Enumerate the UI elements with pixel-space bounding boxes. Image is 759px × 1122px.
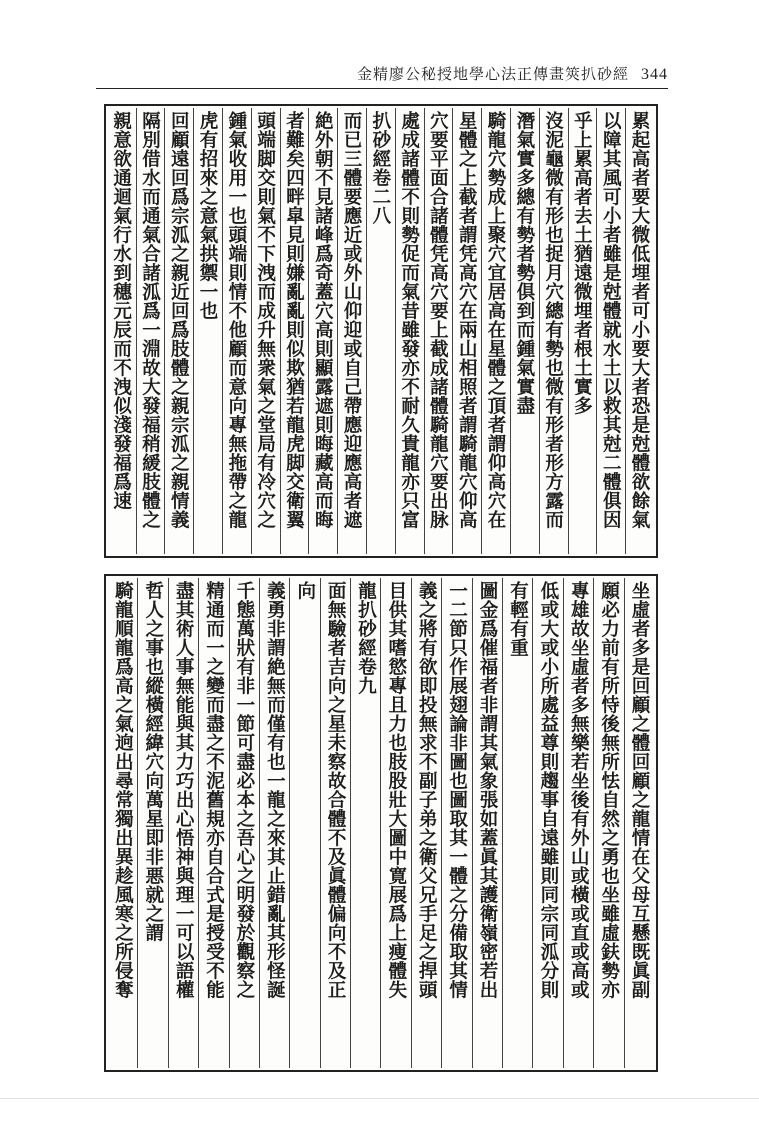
text-column: 專雄故坐虛者多無樂若坐後有外山或橫或直或高或 <box>563 578 593 1068</box>
text-column: 而已三體要應近或外山仰迎或自己帶應迎應高者遮 <box>337 108 366 554</box>
text-column: 鍾氣收用一也頭端則情不他顧而意向專無拖帶之龍 <box>222 108 251 554</box>
text-column: 精通而一之變而盡之不泥舊規亦自合式是授受不能 <box>198 578 228 1068</box>
text-column: 一二節只作展翅論非圖也圖取其一體之分備取其情 <box>441 578 471 1068</box>
text-column: 騎龍穴勢成上聚穴宜居高在星體之頂者謂仰高穴在 <box>481 108 510 554</box>
text-column: 沒泥龜微有形也捉月穴總有勢也微有形者形方露而 <box>539 108 568 554</box>
text-column: 星體之上截者謂凭高穴在兩山相照者謂騎龍穴仰高 <box>452 108 481 554</box>
bottom-columns <box>108 578 654 1068</box>
bottom-text-panel <box>104 574 658 1072</box>
text-column: 目供其嗜慾專且力也肢股壯大圖中寛展爲上痩體失 <box>380 578 410 1068</box>
text-column: 累起高者要大微低埋者可小要大者恐是尅體欲餘氣 <box>625 108 654 554</box>
text-column: 有輕有重 <box>502 578 532 1068</box>
text-column: 潛氣實多總有勢者勢俱到而鍾氣實盡 <box>510 108 539 554</box>
text-column: 以障其風可小者雖是尅體就水土以救其尅二體俱因 <box>596 108 625 554</box>
text-column: 絶外朝不見諸峰爲奇蓋穴高則顯露遮則晦藏高而晦 <box>308 108 337 554</box>
text-column: 扒砂經卷二八 <box>366 108 395 554</box>
book-title: 金精廖公秘授地學心法正傳畫筴扒砂經 <box>356 65 629 83</box>
page-number: 344 <box>641 66 668 83</box>
text-column: 向 <box>289 578 319 1068</box>
header-rule <box>96 88 668 89</box>
text-column: 回顧遠回爲宗泒之親近回爲肢體之親宗泒之親情義 <box>164 108 193 554</box>
text-column: 坐虛者多是回顧之體回顧之龍情在父母互懸既眞副 <box>624 578 654 1068</box>
text-column: 龍扒砂經卷九 <box>350 578 380 1068</box>
scan-edge-line <box>0 1098 759 1099</box>
text-column: 穴要平面合諸體凭高穴要上截成諸體騎龍穴要出脉 <box>424 108 453 554</box>
text-column: 乎上累高者去土猶遠微埋者根土實多 <box>568 108 597 554</box>
text-column: 願必力前有所恃後無所怯自然之勇也坐雖虛鈇勢亦 <box>593 578 623 1068</box>
text-column: 義勇非謂絶無而僅有也一龍之來其止錯亂其形怪誕 <box>259 578 289 1068</box>
text-column: 虎有招來之意氣拱禦一也 <box>193 108 222 554</box>
text-column: 頭端脚交則氣不下洩而成升無衆氣之堂局有冷穴之 <box>251 108 280 554</box>
text-column: 處成諸體不則勢促而氣昔雖發亦不耐久貴龍亦只富 <box>395 108 424 554</box>
text-column: 隔別借水而通氣合諸泒爲一淵故大發福稍緩肢體之 <box>136 108 165 554</box>
text-column: 面無驗者吉向之星未察故合體不及眞體偏向不及正 <box>320 578 350 1068</box>
top-columns <box>108 108 654 554</box>
text-column: 義之將有欲即投無求不副子弟之衛父兄手足之捍頭 <box>411 578 441 1068</box>
text-column: 低或大或小所處益尊則趨事自遠雖則同宗同泒分則 <box>532 578 562 1068</box>
text-column: 圖金爲催福者非謂其氣象張如蓋眞其護衛嶺密若出 <box>472 578 502 1068</box>
text-column: 盡其術人事無能與其力巧出心悟神與理一可以語權 <box>168 578 198 1068</box>
text-column: 千態萬狀有非一節可盡必本之吾心之明發於觀察之 <box>229 578 259 1068</box>
text-column: 者難矣四畔皐見則嫌亂亂則似欺猶若龍虎脚交衛翼 <box>280 108 309 554</box>
page-header <box>96 62 668 86</box>
text-column: 騎龍順龍爲高之氣逈出尋常獨出異趁風寒之所侵奪 <box>112 581 134 999</box>
text-column: 哲人之事也縱橫經緯穴向萬星即非悪就之謂 <box>137 578 167 1068</box>
top-text-panel <box>104 104 658 558</box>
text-column: 親意欲通迴氣行水到穗元辰而不洩似淺發福爲速 <box>110 111 132 510</box>
